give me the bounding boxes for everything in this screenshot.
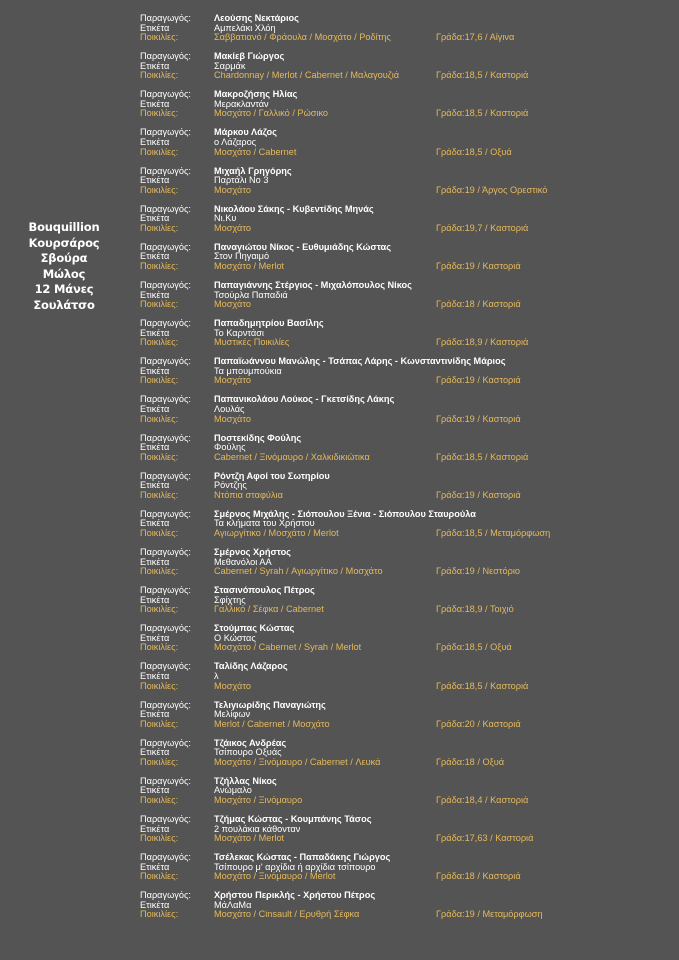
- varieties-value: Μοσχάτο: [214, 375, 251, 386]
- varieties-value: Μοσχάτο: [214, 184, 251, 195]
- label-name: Ανώμαλο: [214, 785, 252, 796]
- varieties-label: Ποικιλίες:: [140, 795, 179, 805]
- producer-name: Χρήστου Περικλής - Χρήστου Πέτρος: [214, 890, 376, 901]
- label-name: Φούλης: [214, 442, 246, 453]
- label-name: Ρόντζης: [214, 480, 247, 491]
- varieties-row: [140, 491, 670, 501]
- producer-name: Μακροζήσης Ηλίας: [214, 89, 298, 100]
- grade-value: Γράδα:20 / Καστοριά: [436, 718, 521, 729]
- label-name: ο Λάζαρος: [214, 137, 257, 148]
- varieties-label: Ποικιλίες:: [140, 70, 179, 81]
- varieties-row: [140, 224, 670, 234]
- producer-name: Σμέρνος Μιχάλης - Σιόπουλου Ξένια - Σιόπουλου Σταυρούλα: [214, 508, 476, 519]
- grade-value: Γράδα:19 / Άργος Ορεστικό: [436, 184, 548, 195]
- grade-value: Γράδα:19,7 / Καστοριά: [436, 222, 529, 233]
- entry-list: [140, 14, 670, 929]
- grade-value: Γράδα:18 / Οξυά: [436, 756, 505, 767]
- grade-value: Γράδα:18,5 / Οξυά: [436, 642, 512, 653]
- wine-entry: [140, 662, 670, 700]
- varieties-value: Μοσχάτο / Ξινόμαυρο / Cabernet / Λευκά: [214, 756, 381, 767]
- varieties-value: Μοσχάτο / Cinsault / Ερυθρή Σέφκα: [214, 909, 360, 920]
- grade-value: Γράδα:19 / Καστοριά: [436, 261, 521, 272]
- varieties-value: Ντόπια σταφύλια: [214, 489, 283, 500]
- producer-label: Παραγωγός:: [140, 546, 191, 557]
- varieties-row: [140, 300, 670, 310]
- category-item: Σουλάτσο: [33, 297, 95, 312]
- grade-value: Γράδα:17,6 / Αίγινα: [436, 32, 515, 43]
- varieties-value: Σαββατιανό / Φράουλα / Μοσχάτο / Ροδίτης: [214, 32, 391, 43]
- varieties-value: Merlot / Cabernet / Μοσχάτο: [214, 718, 330, 729]
- wine-entry: [140, 14, 670, 52]
- label-name: Λουλάς: [214, 404, 245, 414]
- varieties-value: Μοσχάτο / Merlot: [214, 261, 285, 272]
- producer-name: Μάρκου Λάζος: [214, 127, 277, 138]
- producer-label: Παραγωγός:: [140, 51, 191, 62]
- label-label: Ετικέτα: [140, 175, 170, 186]
- producer-label: Παραγωγός:: [140, 203, 191, 214]
- varieties-row: [140, 605, 670, 615]
- varieties-row: [140, 872, 670, 882]
- producer-label: Παραγωγός:: [140, 813, 191, 824]
- varieties-row: [140, 415, 670, 425]
- varieties-label: Ποικιλίες:: [140, 871, 179, 882]
- wine-entry: [140, 701, 670, 739]
- varieties-row: [140, 33, 670, 43]
- varieties-label: Ποικιλίες:: [140, 146, 179, 157]
- producer-label: Παραγωγός:: [140, 432, 191, 443]
- producer-label: Παραγωγός:: [140, 890, 191, 901]
- label-name: Αμπελάκι Χλόη: [214, 22, 276, 33]
- wine-entry: [140, 243, 670, 281]
- varieties-value: Αγιωργίτικο / Μοσχάτο / Merlot: [214, 528, 339, 539]
- wine-entry: [140, 815, 670, 853]
- grade-value: Γράδα:19 / Νεστόριο: [436, 566, 520, 577]
- label-name: Νι.Κυ: [214, 213, 237, 224]
- label-name: Μελίφων: [214, 709, 251, 720]
- varieties-value: Μοσχάτο / Merlot: [214, 833, 285, 844]
- varieties-label: Ποικιλίες:: [140, 604, 179, 615]
- grade-value: Γράδα:18,5 / Καστοριά: [436, 70, 529, 81]
- wine-entry: [140, 548, 670, 586]
- label-name: Τα κλήματα του Χρήστου: [214, 518, 315, 529]
- varieties-row: [140, 262, 670, 272]
- label-label: Ετικέτα: [140, 670, 170, 681]
- label-name: Τσίπουρο Οξυάς: [214, 747, 282, 758]
- varieties-value: Μοσχάτο: [214, 299, 251, 310]
- varieties-label: Ποικιλίες:: [140, 642, 179, 653]
- varieties-value: Μοσχάτο: [214, 680, 251, 691]
- producer-row: [140, 662, 670, 672]
- category-item: Bouquillion: [28, 220, 100, 234]
- producer-name: Σμέρνος Χρήστος: [214, 546, 291, 557]
- label-name: Μερακλαντάν: [214, 98, 269, 109]
- varieties-value: Γαλλικό / Σέφκα / Cabernet: [214, 604, 324, 615]
- wine-entry: [140, 739, 670, 777]
- label-name: Το Καρντάσι: [214, 327, 264, 338]
- varieties-row: [140, 682, 670, 692]
- label-label: Ετικέτα: [140, 137, 170, 148]
- wine-entry: [140, 395, 670, 433]
- varieties-row: [140, 376, 670, 386]
- wine-entry: [140, 357, 670, 395]
- producer-label: Παραγωγός:: [140, 470, 191, 481]
- producer-label: Παραγωγός:: [140, 737, 191, 748]
- wine-entry: [140, 853, 670, 891]
- varieties-row: [140, 338, 670, 348]
- varieties-label: Ποικιλίες:: [140, 756, 179, 767]
- label-label: Ετικέτα: [140, 404, 170, 414]
- wine-entry: [140, 90, 670, 128]
- label-label: Ετικέτα: [140, 747, 170, 758]
- varieties-value: Chardonnay / Merlot / Cabernet / Μαλαγουζιά: [214, 70, 400, 81]
- producer-name: Παπαγιάννης Στέργιος - Μιχαλόπουλος Νίκος: [214, 279, 412, 290]
- category-list: [20, 220, 108, 313]
- producer-name: Τζήλλας Νίκος: [214, 775, 277, 786]
- producer-name: Τελιγιωρίδης Παναγιώτης: [214, 699, 326, 710]
- varieties-value: Μοσχάτο / Ξινόμαυρο / Merlot: [214, 871, 336, 882]
- label-name: Μεθανόλοι ΑΑ: [214, 556, 272, 567]
- producer-label: Παραγωγός:: [140, 356, 191, 367]
- producer-label: Παραγωγός:: [140, 661, 191, 672]
- varieties-value: Μοσχάτο / Γαλλικό / Ρώσικο: [214, 108, 329, 119]
- producer-label: Παραγωγός:: [140, 585, 191, 596]
- grade-value: Γράδα:18 / Καστοριά: [436, 871, 521, 882]
- label-label: Ετικέτα: [140, 289, 170, 300]
- wine-entry: [140, 472, 670, 510]
- producer-label: Παραγωγός:: [140, 127, 191, 138]
- varieties-label: Ποικιλίες:: [140, 261, 179, 272]
- producer-label: Παραγωγός:: [140, 852, 191, 863]
- varieties-value: Cabernet / Syrah / Αγιωργίτικο / Μοσχάτο: [214, 566, 383, 577]
- producer-name: Λεούσης Νεκτάριος: [214, 13, 299, 23]
- label-name: 2 πουλάκια κάθονταν: [214, 823, 301, 834]
- grade-value: Γράδα:18,5 / Οξυά: [436, 146, 512, 157]
- varieties-label: Ποικιλίες:: [140, 299, 179, 310]
- producer-label: Παραγωγός:: [140, 508, 191, 519]
- producer-name: Στασινόπουλος Πέτρος: [214, 585, 315, 596]
- varieties-row: [140, 148, 670, 158]
- grade-value: Γράδα:18,5 / Καστοριά: [436, 451, 529, 462]
- varieties-label: Ποικιλίες:: [140, 375, 179, 386]
- grade-value: Γράδα:18,9 / Τοιχιό: [436, 604, 514, 615]
- varieties-row: [140, 643, 670, 653]
- grade-value: Γράδα:18,5 / Καστοριά: [436, 680, 529, 691]
- varieties-label: Ποικιλίες:: [140, 32, 179, 43]
- label-name: Τσούρλα Παπαδιά: [214, 289, 288, 300]
- varieties-value: Μοσχάτο: [214, 222, 251, 233]
- label-name: ΜάΛαΜα: [214, 899, 252, 910]
- label-name: Στον Πηγαιμό: [214, 251, 270, 262]
- varieties-value: Μοσχάτο / Cabernet / Syrah / Merlot: [214, 642, 362, 653]
- label-label: Ετικέτα: [140, 327, 170, 338]
- producer-label: Παραγωγός:: [140, 623, 191, 634]
- producer-name: Τζήμας Κώστας - Κουμπάνης Τάσος: [214, 813, 372, 824]
- varieties-label: Ποικιλίες:: [140, 909, 179, 920]
- grade-value: Γράδα:17,63 / Καστοριά: [436, 833, 534, 844]
- wine-entry: [140, 281, 670, 319]
- wine-entry: [140, 319, 670, 357]
- wine-entry: [140, 205, 670, 243]
- varieties-label: Ποικιλίες:: [140, 108, 179, 119]
- producer-label: Παραγωγός:: [140, 241, 191, 252]
- varieties-label: Ποικιλίες:: [140, 489, 179, 500]
- producer-name: Στούμπας Κώστας: [214, 623, 295, 634]
- label-label: Ετικέτα: [140, 480, 170, 491]
- grade-value: Γράδα:19 / Καστοριά: [436, 489, 521, 500]
- label-label: Ετικέτα: [140, 365, 170, 376]
- grade-value: Γράδα:19 / Καστοριά: [436, 375, 521, 386]
- grade-value: Γράδα:18,4 / Καστοριά: [436, 795, 529, 805]
- varieties-label: Ποικιλίες:: [140, 222, 179, 233]
- label-label: Ετικέτα: [140, 251, 170, 262]
- producer-name: Ποστεκίδης Φούλης: [214, 432, 302, 443]
- label-label: Ετικέτα: [140, 213, 170, 224]
- label-label: Ετικέτα: [140, 518, 170, 529]
- varieties-label: Ποικιλίες:: [140, 833, 179, 844]
- label-name: Παρτάλι Νο 3: [214, 175, 269, 186]
- producer-label: Παραγωγός:: [140, 89, 191, 100]
- producer-name: Ταλίδης Λάζαρος: [214, 661, 288, 672]
- wine-entry: [140, 586, 670, 624]
- producer-name: Παναγιώτου Νίκος - Ευθυμιάδης Κώστας: [214, 241, 391, 252]
- label-label: Ετικέτα: [140, 98, 170, 109]
- label-label: Ετικέτα: [140, 785, 170, 796]
- producer-name: Τσέλεκας Κώστας - Παπαδάκης Γιώργος: [214, 852, 391, 863]
- producer-name: Παπαδημητρίου Βασίλης: [214, 318, 324, 329]
- varieties-row: [140, 567, 670, 577]
- grade-value: Γράδα:18,5 / Καστοριά: [436, 108, 529, 119]
- grade-value: Γράδα:18 / Καστοριά: [436, 299, 521, 310]
- label-label: Ετικέτα: [140, 594, 170, 605]
- label-name: Τα μπουμπούκια: [214, 365, 282, 376]
- grade-value: Γράδα:19 / Μεταμόρφωση: [436, 909, 543, 920]
- category-item: Μώλος: [42, 266, 86, 281]
- label-label: Ετικέτα: [140, 709, 170, 720]
- varieties-row: [140, 71, 670, 81]
- producer-label: Παραγωγός:: [140, 165, 191, 176]
- varieties-label: Ποικιλίες:: [140, 718, 179, 729]
- label-name: λ: [214, 670, 219, 681]
- producer-label: Παραγωγός:: [140, 318, 191, 329]
- varieties-label: Ποικιλίες:: [140, 337, 179, 348]
- producer-label: Παραγωγός:: [140, 699, 191, 710]
- grade-value: Γράδα:18,9 / Καστοριά: [436, 337, 529, 348]
- varieties-row: [140, 796, 670, 806]
- varieties-label: Ποικιλίες:: [140, 566, 179, 577]
- varieties-row: [140, 720, 670, 730]
- varieties-label: Ποικιλίες:: [140, 413, 179, 424]
- category-item: Κουρσάρος: [28, 235, 100, 250]
- varieties-row: [140, 758, 670, 768]
- label-name: Σφίχτης: [214, 594, 246, 605]
- label-label: Ετικέτα: [140, 632, 170, 643]
- label-label: Ετικέτα: [140, 442, 170, 453]
- varieties-row: [140, 109, 670, 119]
- producer-name: Μιχαήλ Γρηγόρης: [214, 165, 292, 176]
- producer-label: Παραγωγός:: [140, 13, 191, 23]
- varieties-value: Μοσχάτο / Ξινόμαυρο: [214, 795, 303, 805]
- varieties-row: [140, 529, 670, 539]
- label-name: Σαρμάκ: [214, 60, 246, 71]
- varieties-row: [140, 186, 670, 196]
- producer-name: Παπανικολάου Λούκος - Γκετσίδης Λάκης: [214, 394, 395, 405]
- label-label: Ετικέτα: [140, 22, 170, 33]
- wine-entry: [140, 777, 670, 815]
- producer-label: Παραγωγός:: [140, 279, 191, 290]
- producer-name: Νικολάου Σάκης - Κυβεντίδης Μηνάς: [214, 203, 374, 214]
- wine-entry: [140, 52, 670, 90]
- label-name: Ο Κώστας: [214, 632, 256, 643]
- grade-value: Γράδα:19 / Καστοριά: [436, 413, 521, 424]
- wine-entry: [140, 891, 670, 929]
- producer-label: Παραγωγός:: [140, 394, 191, 405]
- varieties-row: [140, 453, 670, 463]
- wine-entry: [140, 434, 670, 472]
- label-label: Ετικέτα: [140, 861, 170, 872]
- wine-entry: [140, 167, 670, 205]
- wine-entry: [140, 510, 670, 548]
- producer-name: Τζάικος Ανδρέας: [214, 737, 287, 748]
- label-label: Ετικέτα: [140, 556, 170, 567]
- varieties-value: Cabernet / Ξινόμαυρο / Χαλκιδικιώτικα: [214, 451, 370, 462]
- grade-value: Γράδα:18,5 / Μεταμόρφωση: [436, 528, 551, 539]
- wine-entry: [140, 128, 670, 166]
- varieties-value: Μοσχάτο: [214, 413, 251, 424]
- producer-name: Ρόντζη Αφοί του Σωτηρίου: [214, 470, 330, 481]
- varieties-value: Μοσχάτο / Cabernet: [214, 146, 297, 157]
- category-item: 12 Μάνες: [34, 282, 94, 296]
- label-label: Ετικέτα: [140, 60, 170, 71]
- varieties-label: Ποικιλίες:: [140, 680, 179, 691]
- varieties-value: Μυστικές Ποικιλίες: [214, 337, 290, 348]
- label-label: Ετικέτα: [140, 899, 170, 910]
- varieties-label: Ποικιλίες:: [140, 184, 179, 195]
- producer-name: Παπαϊωάννου Μανώλης - Τσάπας Λάρης - Κωνσταντινίδης Μάριος: [214, 356, 506, 367]
- varieties-label: Ποικιλίες:: [140, 451, 179, 462]
- producer-label: Παραγωγός:: [140, 775, 191, 786]
- label-label: Ετικέτα: [140, 823, 170, 834]
- varieties-row: [140, 834, 670, 844]
- label-name: Τσίπουρο μ' αρχίδια ή αρχίδια τσίπουρο: [214, 861, 376, 872]
- producer-name: Μακίεβ Γιώργος: [214, 51, 285, 62]
- varieties-row: [140, 910, 670, 920]
- category-item: Σβούρα: [40, 251, 88, 265]
- wine-entry: [140, 624, 670, 662]
- varieties-label: Ποικιλίες:: [140, 528, 179, 539]
